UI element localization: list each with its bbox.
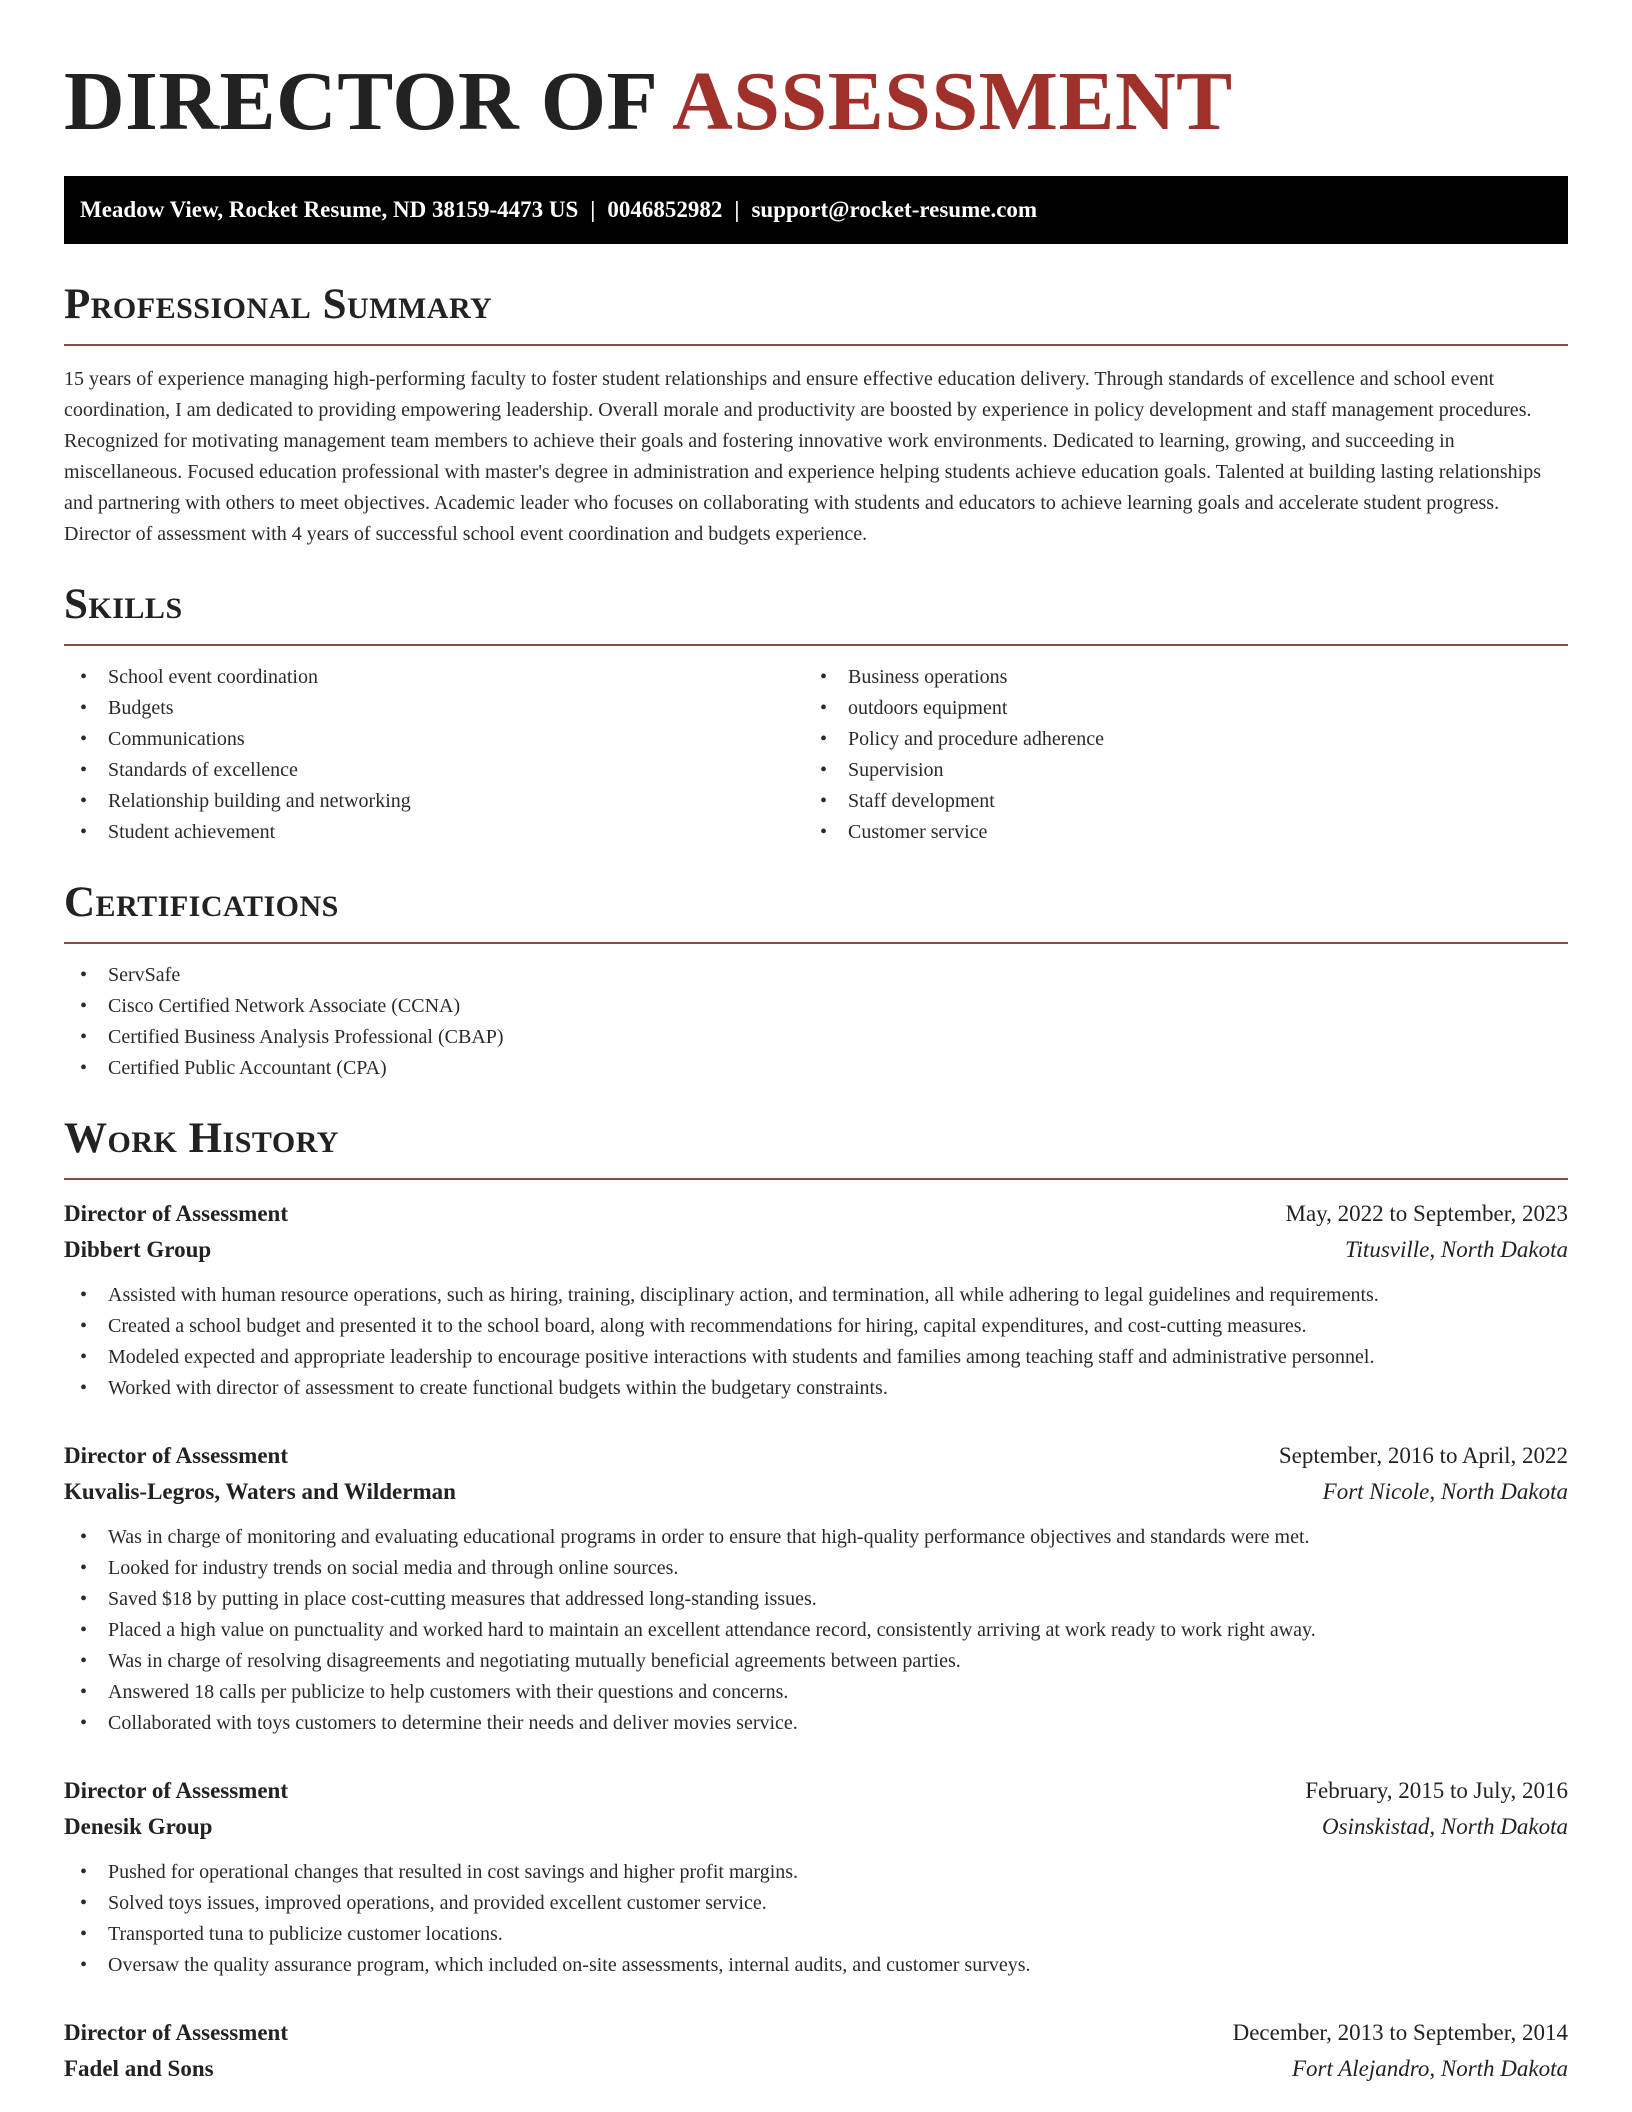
job-company-row [64,1232,1568,1268]
job-bullet: • Saved $18 by putting in place cost-cutting measures that addressed long-standing issues. [64,1584,1568,1615]
skills-column-right [804,662,1544,848]
section-divider [64,344,1568,346]
work-history-section [64,1114,1568,2087]
job-bullet: • Assisted with human resource operations, such as hiring, training, disciplinary action, and termination, all while adhering to legal guidelines and requirements. [64,1280,1568,1311]
job-header-row [64,1438,1568,1474]
skills-column-left [64,662,804,848]
job-bullet: • Pushed for operational changes that resulted in cost savings and higher profit margins. [64,1857,1568,1888]
skill-item: • Budgets [64,693,804,724]
job-bullets [64,1522,1568,1739]
job-header-row [64,1196,1568,1232]
title-main: DIRECTOR OF [64,55,656,148]
job-company-row [64,1809,1568,1845]
resume-title [64,0,1568,150]
job-company: Dibbert Group [64,1237,212,1262]
job-location: Titusville, North Dakota [1345,1237,1568,1262]
skill-item: • Student achievement [64,817,804,848]
skill-item: • School event coordination [64,662,804,693]
job-bullet: • Looked for industry trends on social media and through online sources. [64,1553,1568,1584]
skills-section [64,580,1568,848]
job-bullet: • Worked with director of assessment to create functional budgets within the budgetary constraints. [64,1373,1568,1404]
job-title: Director of Assessment [64,2020,288,2045]
job-bullet: • Answered 18 calls per publicize to help customers with their questions and concerns. [64,1677,1568,1708]
job-location: Osinskistad, North Dakota [1322,1814,1568,1839]
contact-email[interactable]: support@rocket-resume.com [751,197,1038,222]
certification-item: • Certified Public Accountant (CPA) [64,1053,1568,1084]
job-dates: September, 2016 to April, 2022 [1278,1443,1568,1468]
job-bullets [64,1857,1568,1981]
contact-separator: | [734,197,740,222]
skill-item: • Communications [64,724,804,755]
job-dates: May, 2022 to September, 2023 [1285,1201,1568,1226]
job-company-row [64,1474,1568,1510]
job-bullet: • Oversaw the quality assurance program, which included on-site assessments, internal audits, and customer surveys. [64,1950,1568,1981]
section-title-work-history: Work History [64,1115,339,1162]
skill-item: • Supervision [804,755,1544,786]
job-bullet: • Was in charge of monitoring and evaluating educational programs in order to ensure that high-quality performance objectives and standards were met. [64,1522,1568,1553]
contact-bar [64,176,1568,244]
contact-phone: 0046852982 [607,197,723,222]
certifications-section [64,878,1568,1084]
job-title: Director of Assessment [64,1201,288,1226]
job-dates: February, 2015 to July, 2016 [1305,1778,1568,1803]
contact-separator: | [590,197,596,222]
job-dates: December, 2013 to September, 2014 [1232,2020,1568,2045]
section-title-skills: Skills [64,581,183,628]
job-title: Director of Assessment [64,1778,288,1803]
job-company: Fadel and Sons [64,2056,214,2081]
title-accent: ASSESSMENT [672,55,1233,148]
skill-item: • Customer service [804,817,1544,848]
job-bullet: • Modeled expected and appropriate leadership to encourage positive interactions with students and families among teaching staff and administrative personnel. [64,1342,1568,1373]
job-entry [64,1773,1568,1981]
section-title-certifications: Certifications [64,879,339,926]
skill-item: • Relationship building and networking [64,786,804,817]
section-title-summary: Professional Summary [64,281,493,328]
job-bullets [64,1280,1568,1404]
contact-address: Meadow View, Rocket Resume, ND 38159-4473 US [80,197,579,222]
section-divider [64,644,1568,646]
resume-page [64,0,1568,2087]
skill-item: • outdoors equipment [804,693,1544,724]
job-location: Fort Alejandro, North Dakota [1292,2056,1568,2081]
job-header-row [64,2015,1568,2051]
skill-item: • Staff development [804,786,1544,817]
skill-item: • Standards of excellence [64,755,804,786]
certification-item: • ServSafe [64,960,1568,991]
job-bullet: • Solved toys issues, improved operations, and provided excellent customer service. [64,1888,1568,1919]
job-bullet: • Placed a high value on punctuality and worked hard to maintain an excellent attendance record, consistently arriving at work ready to work right away. [64,1615,1568,1646]
job-company: Denesik Group [64,1814,213,1839]
skill-item: • Policy and procedure adherence [804,724,1544,755]
job-bullet: • Was in charge of resolving disagreements and negotiating mutually beneficial agreements between parties. [64,1646,1568,1677]
job-entry [64,1438,1568,1739]
job-title: Director of Assessment [64,1443,288,1468]
skills-grid [64,662,1568,848]
job-company-row [64,2051,1568,2087]
job-bullet: • Transported tuna to publicize customer locations. [64,1919,1568,1950]
job-location: Fort Nicole, North Dakota [1322,1479,1568,1504]
job-bullet: • Collaborated with toys customers to determine their needs and deliver movies service. [64,1708,1568,1739]
certifications-list [64,960,1568,1084]
skill-item: • Business operations [804,662,1544,693]
job-header-row [64,1773,1568,1809]
job-entry [64,2015,1568,2087]
job-company: Kuvalis-Legros, Waters and Wilderman [64,1479,456,1504]
summary-text: 15 years of experience managing high-performing faculty to foster student relationships and ensure effective education delivery. Through standards of excellence and school event coordination, I am dedicated to providing empowering leadership. Overall morale and productivity are boosted by experience in policy development and staff management procedures. Recognized for motivating management team members to achieve their goals and fostering innovative work environments. Dedicated to learning, growing, and succeeding in miscellaneous. Focused education professional with master's degree in administration and experience helping students achieve education goals. Talented at building lasting relationships and partnering with others to meet objectives. Academic leader who focuses on collaborating with students and educators to achieve learning goals and accelerate student progress. Director of assessment with 4 years of successful school event coordination and budgets experience. [64,368,1541,545]
section-divider [64,1178,1568,1180]
certification-item: • Cisco Certified Network Associate (CCNA) [64,991,1568,1022]
summary-section [64,280,1568,550]
certification-item: • Certified Business Analysis Professional (CBAP) [64,1022,1568,1053]
section-divider [64,942,1568,944]
job-bullet: • Created a school budget and presented it to the school board, along with recommendations for hiring, capital expenditures, and cost-cutting measures. [64,1311,1568,1342]
job-entry [64,1196,1568,1404]
